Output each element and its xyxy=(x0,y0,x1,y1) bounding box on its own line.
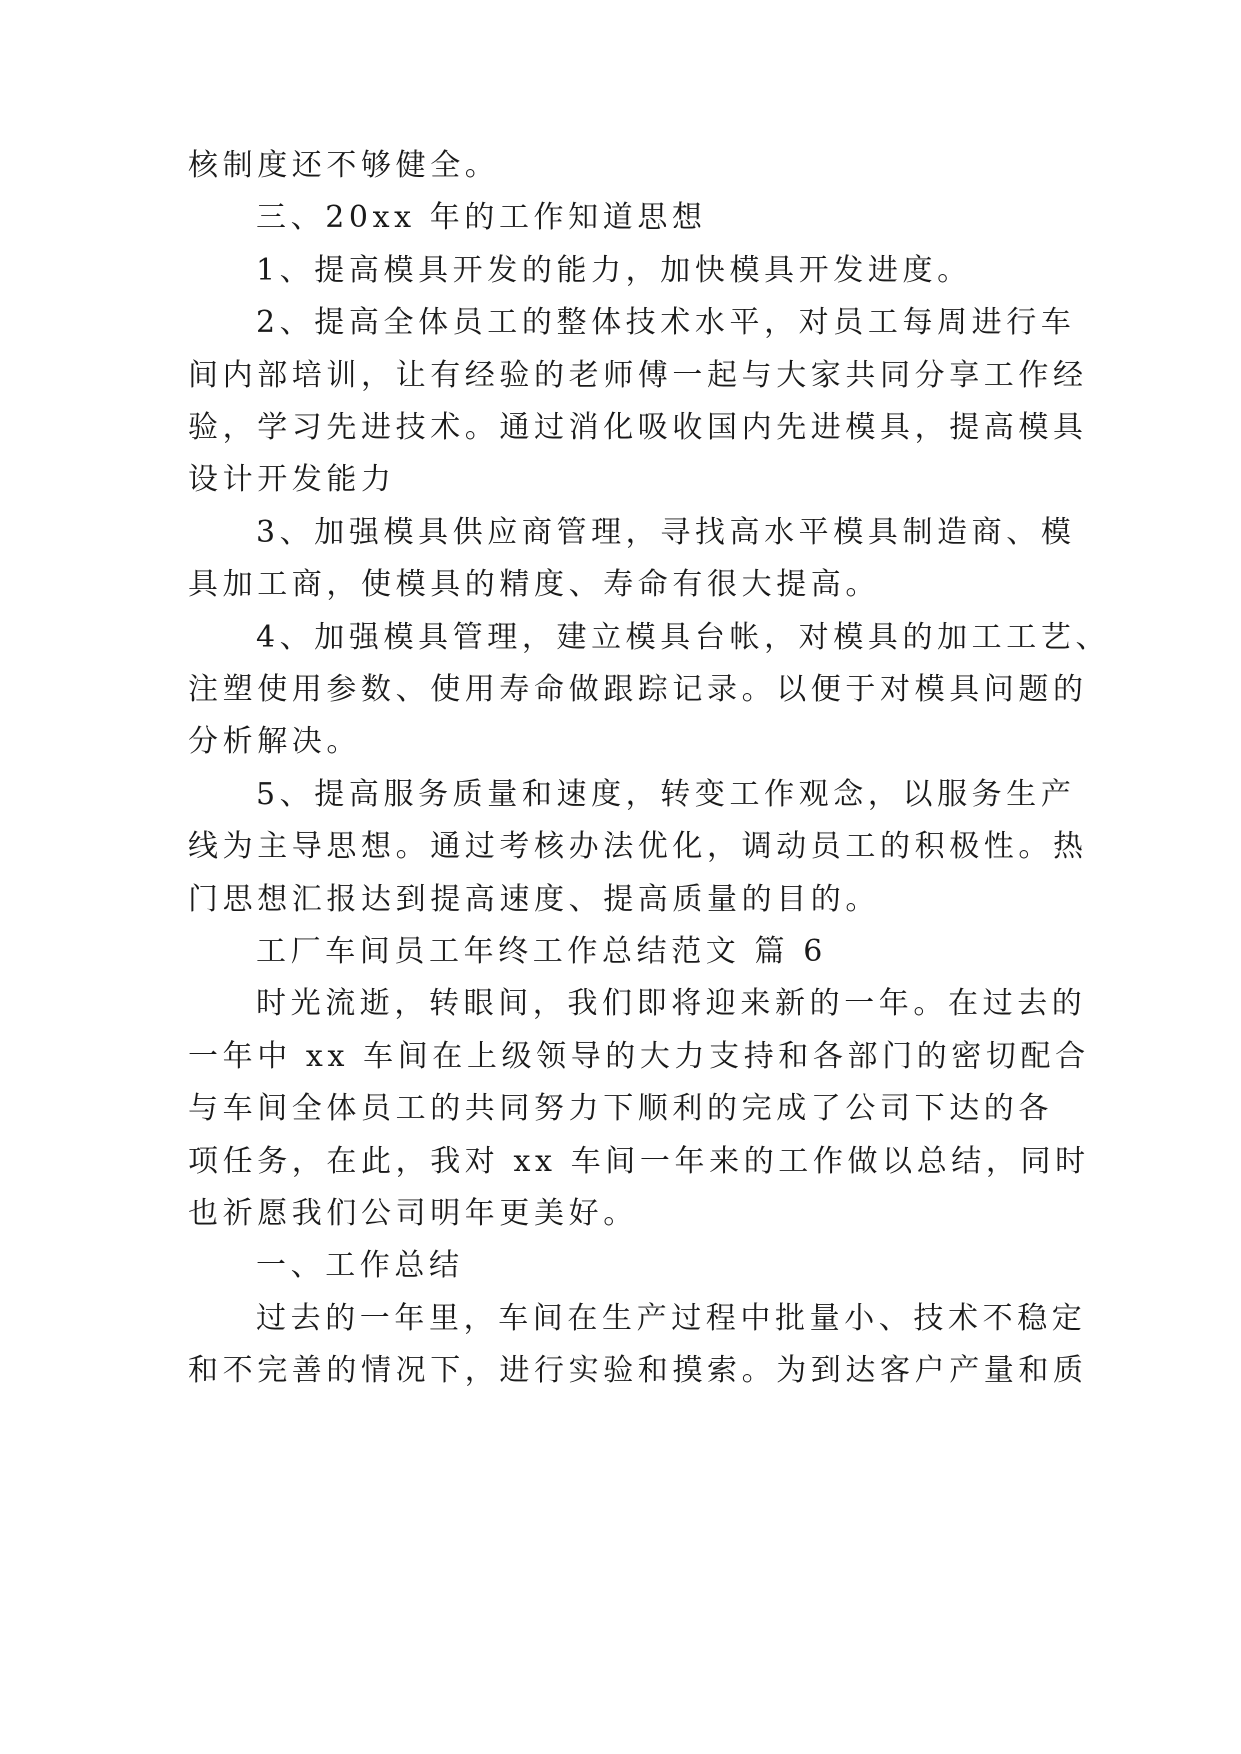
text-line: 和不完善的情况下，进行实验和摸索。为到达客户产量和质 xyxy=(188,1353,1088,1388)
list-item: 2、提高全体员工的整体技术水平，对员工每周进行车 xyxy=(256,305,1076,340)
list-item: 5、提高服务质量和速度，转变工作观念，以服务生产 xyxy=(256,777,1076,812)
text-line: 线为主导思想。通过考核办法优化，调动员工的积极性。热 xyxy=(188,829,1088,864)
list-item: 1、提高模具开发的能力，加快模具开发进度。 xyxy=(256,253,972,288)
text-line: 具加工商，使模具的精度、寿命有很大提高。 xyxy=(188,567,880,602)
section-heading: 三、20xx 年的工作知道思想 xyxy=(256,200,707,235)
text-line: 项任务，在此，我对 xx 车间一年来的工作做以总结，同时 xyxy=(188,1144,1090,1179)
list-item: 4、加强模具管理，建立模具台帐，对模具的加工工艺、 xyxy=(256,620,1111,655)
text-line: 也祈愿我们公司明年更美好。 xyxy=(188,1196,638,1231)
paragraph-start: 过去的一年里，车间在生产过程中批量小、技术不稳定 xyxy=(256,1301,1087,1336)
text-line: 分析解决。 xyxy=(188,724,361,759)
section-heading: 一、工作总结 xyxy=(256,1248,464,1283)
paragraph-start: 时光流逝，转眼间，我们即将迎来新的一年。在过去的 xyxy=(256,986,1087,1021)
text-line: 与车间全体员工的共同努力下顺利的完成了公司下达的各 xyxy=(188,1091,1053,1126)
text-line: 核制度还不够健全。 xyxy=(188,148,500,183)
text-line: 间内部培训，让有经验的老师傅一起与大家共同分享工作经 xyxy=(188,358,1088,393)
text-line: 一年中 xx 车间在上级领导的大力支持和各部门的密切配合 xyxy=(188,1039,1090,1074)
text-line: 门思想汇报达到提高速度、提高质量的目的。 xyxy=(188,882,880,917)
text-line: 注塑使用参数、使用寿命做跟踪记录。以便于对模具问题的 xyxy=(188,672,1088,707)
list-item: 3、加强模具供应商管理，寻找高水平模具制造商、模 xyxy=(256,515,1076,550)
article-title: 工厂车间员工年终工作总结范文 篇 6 xyxy=(256,934,827,969)
text-line: 设计开发能力 xyxy=(188,462,396,497)
text-line: 验，学习先进技术。通过消化吸收国内先进模具，提高模具 xyxy=(188,410,1088,445)
